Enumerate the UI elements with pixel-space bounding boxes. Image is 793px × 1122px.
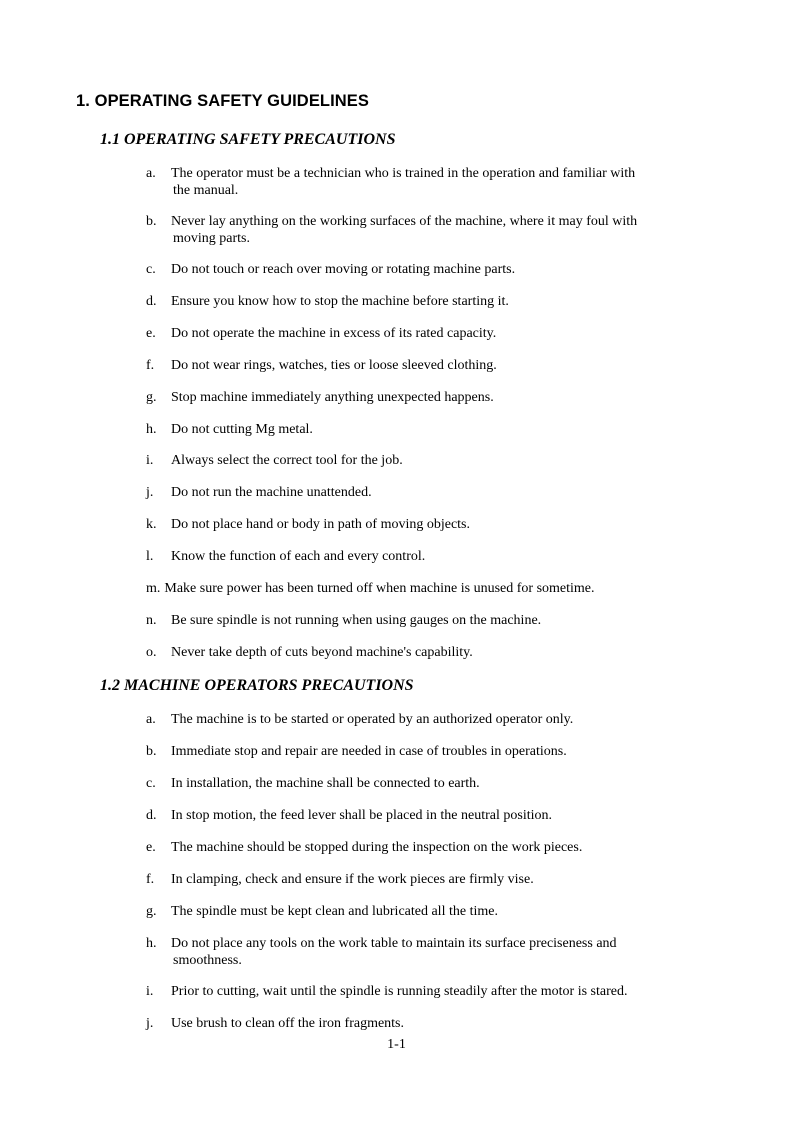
list-item: g. The spindle must be kept clean and lubricated all the time.: [146, 904, 498, 919]
list-item: d. In stop motion, the feed lever shall be placed in the neutral position.: [146, 808, 553, 823]
list-item: a. The operator must be a technician who is trained in the operation and familiar with the manual.: [146, 166, 636, 198]
list-item: b. Never lay anything on the working surfaces of the machine, where it may foul with moving parts.: [146, 214, 638, 246]
list-item: o. Never take depth of cuts beyond machine's capability.: [146, 645, 473, 660]
list-item: n. Be sure spindle is not running when using gauges on the machine.: [146, 613, 542, 628]
list-item: m. Make sure power has been turned off when machine is unused for sometime.: [146, 581, 595, 596]
page-title: 1. OPERATING SAFETY GUIDELINES: [76, 92, 370, 110]
list-item: f. Do not wear rings, watches, ties or loose sleeved clothing.: [146, 358, 497, 373]
list-item: a. The machine is to be started or operated by an authorized operator only.: [146, 712, 574, 727]
list-item: h. Do not place any tools on the work table to maintain its surface preciseness and smoothness.: [146, 936, 617, 968]
list-item: b. Immediate stop and repair are needed in case of troubles in operations.: [146, 744, 567, 759]
section-heading-1-1: 1.1 OPERATING SAFETY PRECAUTIONS: [100, 131, 396, 148]
list-item: g. Stop machine immediately anything unexpected happens.: [146, 390, 494, 405]
list-item: e. The machine should be stopped during the inspection on the work pieces.: [146, 840, 583, 855]
list-item: l. Know the function of each and every control.: [146, 549, 426, 564]
list-item: k. Do not place hand or body in path of moving objects.: [146, 517, 470, 532]
list-item: h. Do not cutting Mg metal.: [146, 422, 313, 437]
list-item: d. Ensure you know how to stop the machine before starting it.: [146, 294, 509, 309]
list-item: i. Prior to cutting, wait until the spindle is running steadily after the motor is stared.: [146, 984, 628, 999]
list-item: j. Do not run the machine unattended.: [146, 485, 372, 500]
list-item: j. Use brush to clean off the iron fragments.: [146, 1016, 405, 1031]
list-item: f. In clamping, check and ensure if the work pieces are firmly vise.: [146, 872, 534, 887]
list-item: e. Do not operate the machine in excess of its rated capacity.: [146, 326, 497, 341]
list-item: c. Do not touch or reach over moving or rotating machine parts.: [146, 262, 516, 277]
page-number: 1-1: [387, 1037, 406, 1052]
section-heading-1-2: 1.2 MACHINE OPERATORS PRECAUTIONS: [100, 677, 414, 694]
list-item: c. In installation, the machine shall be connected to earth.: [146, 776, 480, 791]
list-item: i. Always select the correct tool for the job.: [146, 453, 403, 468]
